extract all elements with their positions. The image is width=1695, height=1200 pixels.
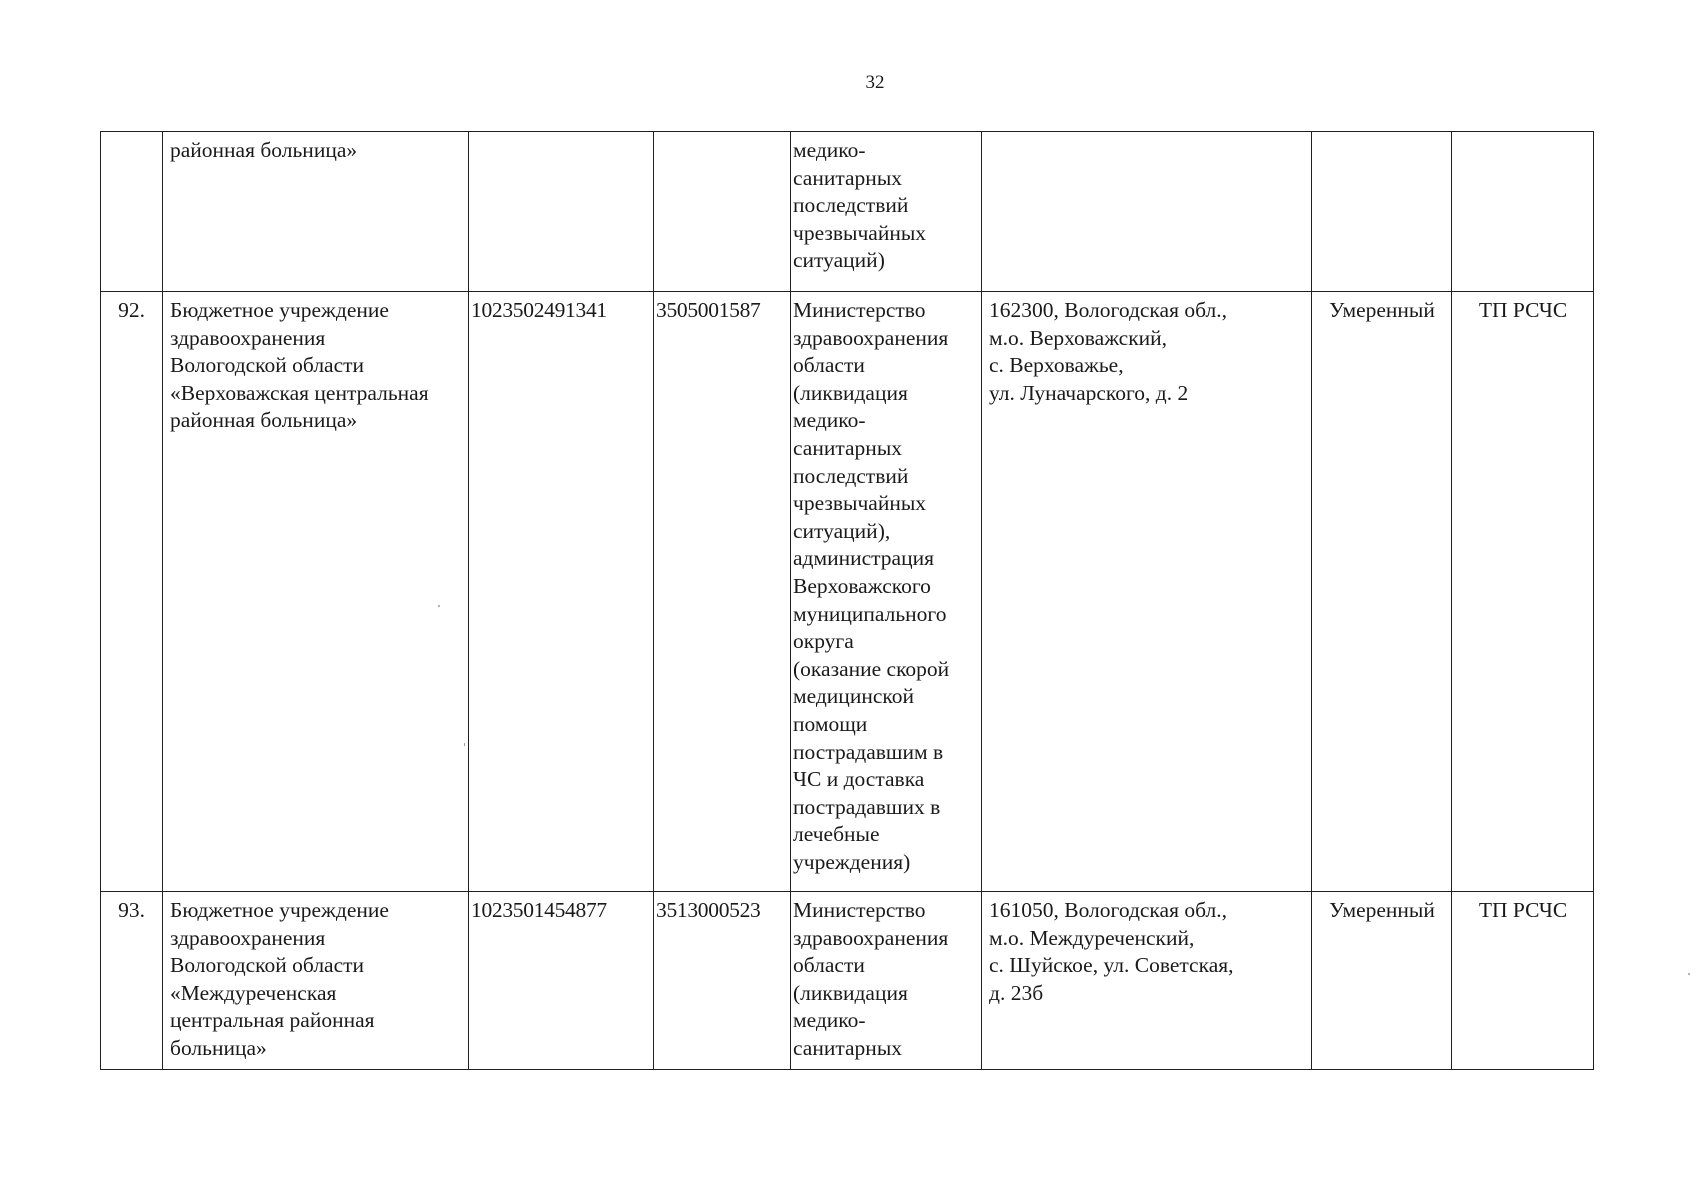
name-line: Бюджетное учреждение (170, 298, 389, 322)
registry-table (100, 131, 1594, 1070)
address-line: м.о. Верховажский, (989, 325, 1168, 350)
plan-value: ТП РСЧС (1478, 298, 1568, 322)
scan-speck (1688, 973, 1690, 975)
ministry-line: учреждения) (793, 849, 911, 874)
ministry-line: пострадавших в (793, 794, 941, 819)
responsible-authority-cell (791, 132, 982, 292)
ministry-line: области (793, 353, 865, 378)
inn-cell (654, 292, 791, 892)
name-line: «Междуреченская (170, 980, 337, 1005)
scan-speck (438, 605, 440, 607)
ministry-line: (ликвидация (793, 980, 908, 1005)
name-line: больница» (170, 1035, 267, 1060)
risk-level-cell (1312, 132, 1452, 292)
ministry-line: лечебные (793, 822, 880, 847)
ministry-line: медико- (793, 408, 866, 433)
name-line: Вологодской области (170, 353, 365, 378)
ministry-line: последствий (793, 463, 909, 488)
ministry-line: санитарных (793, 165, 903, 190)
ministry-line: области (793, 953, 865, 978)
organization-name-cell (163, 892, 469, 1070)
page-number: 32 (865, 72, 885, 93)
inn-cell (654, 132, 791, 292)
plan-value: ТП РСЧС (1478, 898, 1568, 922)
organization-name-cell (163, 292, 469, 892)
scan-speck (464, 743, 465, 746)
ministry-line: муниципального (793, 601, 947, 626)
row-number-cell (101, 132, 163, 292)
address-line: с. Шуйское, ул. Советская, (989, 953, 1234, 978)
table-row (101, 292, 1594, 892)
num-value: 93. (118, 898, 145, 922)
name-line: Бюджетное учреждение (170, 898, 389, 922)
address-line: 162300, Вологодская обл., (989, 298, 1227, 322)
address-line: д. 23б (989, 980, 1044, 1005)
ministry-line: (ликвидация (793, 380, 908, 405)
ministry-line: чрезвычайных (793, 220, 927, 245)
responsible-authority-cell (791, 292, 982, 892)
inn-value: 3505001587 (656, 298, 761, 322)
table-row (101, 892, 1594, 1070)
row-number-cell (101, 292, 163, 892)
address-line: ул. Луначарского, д. 2 (989, 380, 1189, 405)
name-line: здравоохранения (170, 925, 326, 950)
inn-value: 3513000523 (656, 898, 761, 922)
ministry-line: медико- (793, 138, 866, 162)
address-line: 161050, Вологодская обл., (989, 898, 1227, 922)
ministry-line: помощи (793, 711, 868, 736)
ministry-line: санитарных (793, 1035, 903, 1060)
ministry-line: последствий (793, 193, 909, 218)
ogrn-value: 1023502491341 (471, 298, 607, 322)
num-value: 92. (118, 298, 145, 322)
risk-level-cell (1312, 292, 1452, 892)
ministry-line: чрезвычайных (793, 491, 927, 516)
ministry-line: (оказание скорой (793, 656, 950, 681)
ministry-line: ЧС и доставка (793, 767, 925, 792)
ministry-line: округа (793, 629, 854, 654)
address-line: с. Верховажье, (989, 353, 1124, 378)
ministry-line: ситуаций), (793, 518, 891, 543)
ogrn-cell (469, 892, 654, 1070)
plan-type-cell (1452, 132, 1594, 292)
ministry-line: здравоохранения (793, 325, 949, 350)
risk-value: Умеренный (1329, 898, 1435, 922)
ministry-line: Верховажского (793, 573, 931, 598)
ministry-line: здравоохранения (793, 925, 949, 950)
address-cell (982, 892, 1312, 1070)
risk-level-cell (1312, 892, 1452, 1070)
plan-type-cell (1452, 292, 1594, 892)
name-line: здравоохранения (170, 325, 326, 350)
ministry-line: ситуаций) (793, 248, 885, 273)
table-row (101, 132, 1594, 292)
name-line: Вологодской области (170, 953, 365, 978)
name-line: районная больница» (170, 138, 358, 162)
responsible-authority-cell (791, 892, 982, 1070)
row-number-cell (101, 892, 163, 1070)
name-line: районная больница» (170, 408, 358, 433)
risk-value: Умеренный (1329, 298, 1435, 322)
ministry-line: Министерство (793, 298, 926, 322)
name-line: «Верховажская центральная (170, 380, 429, 405)
ministry-line: пострадавшим в (793, 739, 944, 764)
ministry-line: администрация (793, 546, 934, 571)
address-cell (982, 132, 1312, 292)
ministry-line: Министерство (793, 898, 926, 922)
name-line: центральная районная (170, 1008, 375, 1033)
address-cell (982, 292, 1312, 892)
ministry-line: медико- (793, 1008, 866, 1033)
address-line: м.о. Междуреченский, (989, 925, 1195, 950)
inn-cell (654, 892, 791, 1070)
ogrn-value: 1023501454877 (471, 898, 607, 922)
ogrn-cell (469, 292, 654, 892)
ministry-line: медицинской (793, 684, 914, 709)
organization-name-cell (163, 132, 469, 292)
plan-type-cell (1452, 892, 1594, 1070)
ministry-line: санитарных (793, 435, 903, 460)
ogrn-cell (469, 132, 654, 292)
